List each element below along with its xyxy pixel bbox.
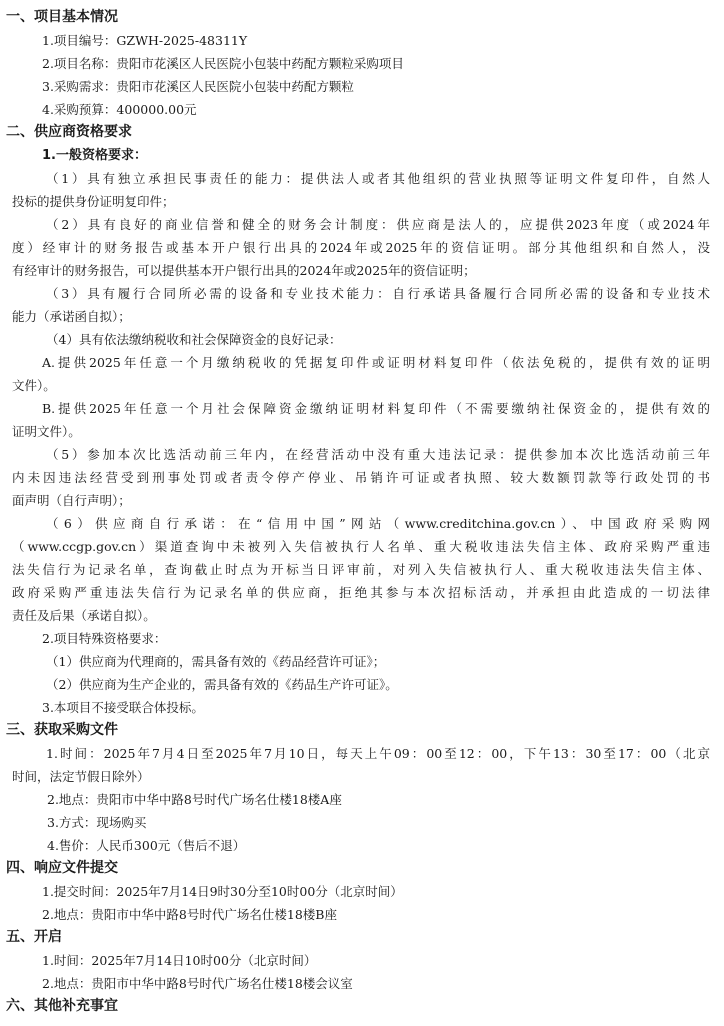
qualification-line: （3）具有履行合同所必需的设备和专业技术能力：自行承诺具备履行合同所必需的设备和专业技术 bbox=[46, 286, 710, 301]
special-qualification-line: （1）供应商为代理商的，需具备有效的《药品经营许可证》； bbox=[46, 654, 386, 669]
procurement-requirement: 3.采购需求：贵阳市花溪区人民医院小包装中药配方颗粒 bbox=[42, 79, 354, 94]
opening-location: 2.地点：贵阳市中华中路8号时代广场名仕楼18楼会议室 bbox=[42, 976, 353, 991]
qualification-line: （6）供应商自行承诺：在“信用中国”网站（www.creditchina.gov.cn）、中国政府采购网 bbox=[46, 516, 710, 531]
qualification-line: 面声明（自行声明）； bbox=[12, 493, 131, 508]
qualification-line: 文件）。 bbox=[12, 378, 56, 393]
qualification-line: （5）参加本次比选活动前三年内，在经营活动中没有重大违法记录：提供参加本次比选活动前三年 bbox=[46, 447, 710, 462]
section-heading-other-matters: 六、其他补充事宜 bbox=[6, 998, 118, 1014]
qualification-line: 证明文件）。 bbox=[12, 424, 81, 439]
section-heading-opening: 五、开启 bbox=[6, 929, 62, 945]
section-heading-submission: 四、响应文件提交 bbox=[6, 860, 118, 876]
qualification-line: （2）具有良好的商业信誉和健全的财务会计制度：供应商是法人的，应提供2023年度（或2024年 bbox=[46, 217, 710, 232]
opening-time: 1.时间：2025年7月14日10时00分（北京时间） bbox=[42, 953, 317, 968]
qualification-line: 政府采购严重违法失信行为记录名单的供应商，拒绝其参与本次招标活动，并承担由此造成的一切法律 bbox=[12, 585, 710, 600]
project-name: 2.项目名称：贵阳市花溪区人民医院小包装中药配方颗粒采购项目 bbox=[42, 56, 404, 71]
project-number: 1.项目编号：GZWH-2025-48311Y bbox=[42, 33, 248, 48]
submission-location: 2.地点：贵阳市中华中路8号时代广场名仕楼18楼B座 bbox=[42, 907, 337, 922]
qualification-line: 度）经审计的财务报告或基本开户银行出具的2024年或2025年的资信证明。部分其他组织和自然人，没 bbox=[12, 240, 710, 255]
document-price: 4.售价：人民币300元（售后不退） bbox=[47, 838, 246, 853]
obtain-time-line: 时间，法定节假日除外） bbox=[12, 769, 150, 784]
obtain-location: 2.地点：贵阳市中华中路8号时代广场名仕楼18楼A座 bbox=[47, 792, 342, 807]
qualification-line: 能力（承诺函自拟）； bbox=[12, 309, 131, 324]
general-qualification-title: 1.一般资格要求： bbox=[42, 148, 147, 163]
qualification-line: B.提供2025年任意一个月社会保障资金缴纳证明材料复印件（不需要缴纳社保资金的，提供有效的 bbox=[42, 401, 710, 416]
obtain-method: 3.方式：现场购买 bbox=[47, 815, 147, 830]
qualification-line: 责任及后果（承诺自拟）。 bbox=[12, 608, 156, 623]
qualification-line: 内未因违法经营受到刑事处罚或者责令停产停业、吊销许可证或者执照、较大数额罚款等行政处罚的书 bbox=[12, 470, 710, 485]
qualification-line: （4）具有依法缴纳税收和社会保障资金的良好记录： bbox=[46, 332, 342, 347]
qualification-line: A.提供2025年任意一个月缴纳税收的凭据复印件或证明材料复印件（依法免税的，提供有效的证明 bbox=[42, 355, 710, 370]
procurement-notice-document bbox=[0, 6, 724, 1018]
qualification-line: 有经审计的财务报告，可以提供基本开户银行出具的2024年或2025年的资信证明； bbox=[12, 263, 476, 278]
qualification-line: （www.ccgp.gov.cn）渠道查询中未被列入失信被执行人名单、重大税收违法失信主体、政府采购严重违 bbox=[12, 539, 710, 554]
qualification-line: 法失信行为记录名单，查询截止时点为开标当日评审前，对列入失信被执行人、重大税收违法失信主体、 bbox=[12, 562, 710, 577]
section-heading-qualifications: 二、供应商资格要求 bbox=[6, 124, 132, 140]
section-heading-obtain-documents: 三、获取采购文件 bbox=[6, 722, 118, 738]
section-heading-basic-info: 一、项目基本情况 bbox=[6, 9, 118, 25]
special-qualification-line: （2）供应商为生产企业的，需具备有效的《药品生产许可证》。 bbox=[46, 677, 398, 692]
qualification-line: 投标的提供身份证明复印件； bbox=[12, 194, 175, 209]
obtain-time-line: 1.时间：2025年7月4日至2025年7月10日，每天上午09：00至12：00，下午13：30至17：00（北京 bbox=[46, 746, 710, 761]
procurement-budget: 4.采购预算：400000.00元 bbox=[42, 102, 197, 117]
joint-bid-statement: 3.本项目不接受联合体投标。 bbox=[42, 700, 204, 715]
submission-time: 1.提交时间：2025年7月14日9时30分至10时00分（北京时间） bbox=[42, 884, 403, 899]
qualification-line: （1）具有独立承担民事责任的能力：提供法人或者其他组织的营业执照等证明文件复印件，自然人 bbox=[46, 171, 710, 186]
special-qualification-title: 2.项目特殊资格要求： bbox=[42, 631, 167, 646]
